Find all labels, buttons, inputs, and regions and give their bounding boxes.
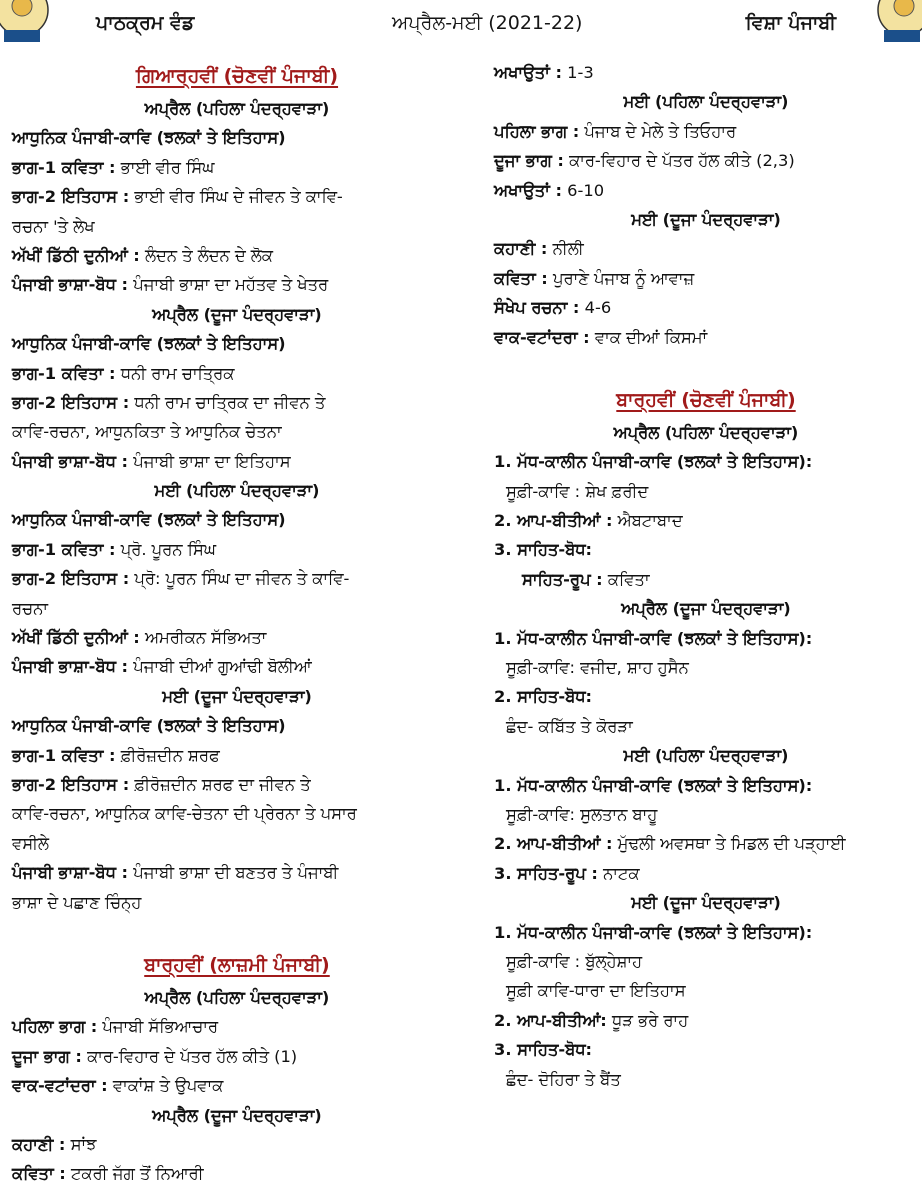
topic-label: ਭਾਗ-1 ਕਵਿਤਾ : [12, 157, 116, 177]
topic-label: ਭਾਗ-1 ਕਵਿਤਾ : [12, 363, 116, 383]
topic-text: 4-6 [584, 298, 612, 318]
topic-text: ਅਮਰੀਕਨ ਸੱਭਿਅਤਾ [144, 628, 267, 648]
topic-label: ਪੰਜਾਬੀ ਭਾਸ਼ਾ-ਬੋਧ : [12, 275, 129, 295]
topic-line [494, 58, 918, 87]
period-heading: ਮਈ (ਦੂਜਾ ਪੰਦਰ੍ਹਵਾੜਾ) [631, 209, 781, 229]
topic-subline: ਸੂਫ਼ੀ ਕਾਵਿ-ਧਾਰਾ ਦਾ ਇਤਿਹਾਸ [506, 981, 686, 1001]
topic-line [12, 241, 462, 270]
topic-text: ਭਾਈ ਵੀਰ ਸਿੰਘ [120, 157, 215, 177]
topic-label: ਭਾਗ-2 ਇਤਿਹਾਸ : [12, 392, 130, 412]
topic-text: ਟਕਰੀ ਜੱਗ ਤੋਂ ਨਿਆਰੀ [70, 1164, 204, 1184]
topic-text: ਨਾਟਕ [603, 863, 640, 883]
topic-line: 3. ਸਾਹਿਤ-ਬੋਧ: [494, 1040, 593, 1060]
topic-line: 1. ਮੱਧ-ਕਾਲੀਨ ਪੰਜਾਬੀ-ਕਾਵਿ (ਝਲਕਾਂ ਤੇ ਇਤਿਹਾਸ): [494, 775, 813, 795]
topic-continuation: ਭਾਸ਼ਾ ਦੇ ਪਛਾਣ ਚਿੰਨ੍ਹ [12, 892, 142, 912]
topic-subline [494, 565, 918, 594]
period-heading: ਅਪ੍ਰੈਲ (ਪਹਿਲਾ ਪੰਦਰ੍ਹਵਾੜਾ) [144, 99, 330, 118]
topic-line [494, 234, 918, 263]
topic-label: 3. ਸਾਹਿਤ-ਰੂਪ : [494, 863, 598, 883]
topic-text: ਧਨੀ ਰਾਮ ਚਾਤ੍ਰਿਕ [120, 363, 235, 383]
topic-label: ਭਾਗ-1 ਕਵਿਤਾ : [12, 539, 116, 559]
topic-text: ਪੰਜਾਬੀ ਭਾਸ਼ਾ ਦੀ ਬਣਤਰ ਤੇ ਪੰਜਾਬੀ [133, 863, 339, 883]
topic-line [494, 176, 918, 205]
topic-text: ਸਾਂਝ [70, 1134, 97, 1154]
topic-text: ਐਬਟਾਬਾਦ [617, 511, 683, 531]
topic-label: ਅੱਖੀਂ ਡਿੱਠੀ ਦੁਨੀਆਂ : [12, 245, 140, 265]
topic-label: ਅਖਾਉਤਾਂ : [494, 63, 562, 82]
topic-text: ਵਾਕਾਂਸ਼ ਤੇ ਉਪਵਾਕ [112, 1076, 224, 1096]
topic-subline: ਸੂਫ਼ੀ-ਕਾਵਿ : ਬੁੱਲ੍ਹੇਸ਼ਾਹ [506, 951, 642, 971]
topic-line [12, 1159, 462, 1188]
topic-line [12, 359, 462, 388]
period-heading: ਅਪ੍ਰੈਲ (ਪਹਿਲਾ ਪੰਦਰ੍ਹਵਾੜਾ) [144, 987, 330, 1007]
topic-text: ਫ਼ੀਰੋਜ਼ਦੀਨ ਸ਼ਰਫ ਦਾ ਜੀਵਨ ਤੇ [134, 774, 311, 794]
topic-line [12, 270, 462, 299]
header-syllabus-label: ਪਾਠਕ੍ਰਮ ਵੰਡ [96, 12, 195, 34]
topic-label: ਪਹਿਲਾ ਭਾਗ : [494, 121, 580, 141]
topic-line: 1. ਮੱਧ-ਕਾਲੀਨ ਪੰਜਾਬੀ-ਕਾਵਿ (ਝਲਕਾਂ ਤੇ ਇਤਿਹਾਸ): [494, 452, 813, 472]
topic-continuation: ਰਚਨਾ [12, 598, 48, 618]
topic-label: 2. ਆਪ-ਬੀਤੀਆਂ : [494, 511, 613, 531]
topic-line: 3. ਸਾਹਿਤ-ਬੋਧ: [494, 540, 593, 560]
period-heading: ਮਈ (ਪਹਿਲਾ ਪੰਦਰ੍ਹਵਾੜਾ) [154, 481, 320, 501]
topic-line [12, 623, 462, 652]
topic-text: ਪੁਰਾਣੇ ਪੰਜਾਬ ਨੂੰ ਆਵਾਜ਼ [552, 268, 695, 288]
topic-text: ਧੂੜ ਭਰੇ ਰਾਹ [612, 1010, 689, 1030]
section-title-11-elective: ਗਿਆਰ੍ਹਵੀਂ (ਚੋਣਵੀਂ ਪੰਜਾਬੀ) [135, 65, 339, 87]
topic-text: ਪੰਜਾਬ ਦੇ ਮੇਲੇ ਤੇ ਤਿਓਹਾਰ [584, 121, 737, 141]
topic-label: ਕਵਿਤਾ : [12, 1164, 66, 1184]
topic-label: ਭਾਗ-2 ਇਤਿਹਾਸ : [12, 569, 130, 589]
topic-line [494, 264, 918, 293]
topic-line: ਆਧੁਨਿਕ ਪੰਜਾਬੀ-ਕਾਵਿ (ਝਲਕਾਂ ਤੇ ਇਤਿਹਾਸ) [12, 716, 286, 736]
topic-label: ਅੱਖੀਂ ਡਿੱਠੀ ਦੁਨੀਆਂ : [12, 628, 140, 648]
topic-subline: ਛੰਦ- ਕਬਿੱਤ ਤੇ ਕੋਰੜਾ [506, 716, 633, 736]
period-heading: ਅਪ੍ਰੈਲ (ਦੂਜਾ ਪੰਦਰ੍ਹਵਾੜਾ) [621, 599, 791, 619]
topic-line [494, 293, 918, 322]
topic-subline: ਸੂਫ਼ੀ-ਕਾਵਿ: ਵਜੀਦ, ਸ਼ਾਹ ਹੁਸੈਨ [506, 658, 689, 678]
topic-text: ਪ੍ਰੋ: ਪੂਰਨ ਸਿੰਘ ਦਾ ਜੀਵਨ ਤੇ ਕਾਵਿ- [134, 569, 350, 589]
topic-subline: ਸੂਫ਼ੀ-ਕਾਵਿ : ਸ਼ੇਖ ਫ਼ਰੀਦ [506, 481, 649, 501]
left-column [12, 58, 462, 1189]
topic-line [12, 447, 462, 476]
header-period: ਅਪ੍ਰੈਲ-ਮਈ (2021-22) [392, 12, 583, 34]
topic-line [494, 506, 918, 535]
topic-text: ਕਾਰ-ਵਿਹਾਰ ਦੇ ਪੱਤਰ ਹੱਲ ਕੀਤੇ (1) [87, 1046, 298, 1066]
topic-line [12, 535, 462, 564]
right-column [494, 58, 918, 1094]
topic-label: ਸੰਖੇਪ ਰਚਨਾ : [494, 298, 580, 318]
topic-line [494, 829, 918, 858]
section-gap [12, 917, 462, 947]
topic-label: ਭਾਗ-1 ਕਵਿਤਾ : [12, 745, 116, 765]
page-header [96, 12, 836, 40]
topic-text: ਕਾਰ-ਵਿਹਾਰ ਦੇ ਪੱਤਰ ਹੱਲ ਕੀਤੇ (2,3) [569, 151, 795, 171]
department-logo-right [864, 0, 922, 48]
topic-line [12, 1012, 462, 1041]
topic-line [494, 859, 918, 888]
topic-line: ਆਧੁਨਿਕ ਪੰਜਾਬੀ-ਕਾਵਿ (ਝਲਕਾਂ ਤੇ ਇਤਿਹਾਸ) [12, 510, 286, 530]
section-title-12-compulsory: ਬਾਰ੍ਹਵੀਂ (ਲਾਜ਼ਮੀ ਪੰਜਾਬੀ) [144, 953, 330, 976]
topic-label: ਕਹਾਣੀ : [12, 1134, 66, 1154]
topic-line: 1. ਮੱਧ-ਕਾਲੀਨ ਪੰਜਾਬੀ-ਕਾਵਿ (ਝਲਕਾਂ ਤੇ ਇਤਿਹਾਸ): [494, 922, 813, 942]
topic-line [12, 1071, 462, 1100]
topic-label: 2. ਆਪ-ਬੀਤੀਆਂ: [494, 1010, 607, 1030]
period-heading: ਅਪ੍ਰੈਲ (ਪਹਿਲਾ ਪੰਦਰ੍ਹਵਾੜਾ) [613, 422, 799, 442]
topic-line: ਆਧੁਨਿਕ ਪੰਜਾਬੀ-ਕਾਵਿ (ਝਲਕਾਂ ਤੇ ਇਤਿਹਾਸ) [12, 334, 286, 354]
topic-label: ਭਾਗ-2 ਇਤਿਹਾਸ : [12, 774, 130, 794]
topic-label: ਵਾਕ-ਵਟਾਂਦਰਾ : [12, 1076, 108, 1096]
topic-text: ਪੰਜਾਬੀ ਭਾਸ਼ਾ ਦਾ ਇਤਿਹਾਸ [133, 451, 291, 471]
topic-line [12, 770, 462, 799]
topic-continuation: ਵਸੀਲੇ [12, 833, 49, 853]
topic-line: 1. ਮੱਧ-ਕਾਲੀਨ ਪੰਜਾਬੀ-ਕਾਵਿ (ਝਲਕਾਂ ਤੇ ਇਤਿਹਾਸ): [494, 628, 813, 648]
topic-label: ਪੰਜਾਬੀ ਭਾਸ਼ਾ-ਬੋਧ : [12, 451, 129, 471]
topic-line [12, 741, 462, 770]
period-heading: ਮਈ (ਦੂਜਾ ਪੰਦਰ੍ਹਵਾੜਾ) [631, 893, 781, 913]
topic-line [12, 858, 462, 887]
topic-text: ਨੀਲੀ [552, 239, 584, 259]
topic-line: 2. ਸਾਹਿਤ-ਬੋਧ: [494, 687, 593, 707]
topic-text: ਪੰਜਾਬੀ ਭਾਸ਼ਾ ਦਾ ਮਹੱਤਵ ਤੇ ਖੇਤਰ [133, 275, 329, 295]
topic-line [12, 564, 462, 593]
topic-text: ਭਾਈ ਵੀਰ ਸਿੰਘ ਦੇ ਜੀਵਨ ਤੇ ਕਾਵਿ- [134, 187, 343, 207]
topic-label: ਅਖਾਉਤਾਂ : [494, 180, 562, 200]
section-gap [494, 352, 918, 382]
topic-line [12, 153, 462, 182]
topic-line [12, 388, 462, 417]
topic-label: ਪੰਜਾਬੀ ਭਾਸ਼ਾ-ਬੋਧ : [12, 863, 129, 883]
topic-label: ਸਾਹਿਤ-ਰੂਪ : [522, 569, 603, 589]
topic-text: ਪ੍ਰੋ. ਪੂਰਨ ਸਿੰਘ [120, 539, 216, 559]
topic-label: ਕਵਿਤਾ : [494, 268, 548, 288]
period-heading: ਮਈ (ਪਹਿਲਾ ਪੰਦਰ੍ਹਵਾੜਾ) [623, 92, 789, 112]
topic-text: ਫ਼ੀਰੋਜ਼ਦੀਨ ਸ਼ਰਫ [120, 745, 220, 765]
topic-text: ਮੁੱਢਲੀ ਅਵਸਥਾ ਤੇ ਮਿਡਲ ਦੀ ਪੜ੍ਹਾਈ [617, 834, 846, 854]
topic-label: ਵਾਕ-ਵਟਾਂਦਰਾ : [494, 327, 590, 347]
period-heading: ਅਪ੍ਰੈਲ (ਦੂਜਾ ਪੰਦਰ੍ਹਵਾੜਾ) [152, 1105, 322, 1125]
topic-text: ਲੰਦਨ ਤੇ ਲੰਦਨ ਦੇ ਲੋਕ [144, 245, 273, 265]
topic-label: ਪਹਿਲਾ ਭਾਗ : [12, 1017, 98, 1037]
topic-line [494, 323, 918, 352]
topic-text: ਪੰਜਾਬੀ ਸੱਭਿਆਚਾਰ [102, 1017, 218, 1037]
topic-continuation: ਰਚਨਾ 'ਤੇ ਲੇਖ [12, 216, 95, 236]
header-subject: ਵਿਸ਼ਾ ਪੰਜਾਬੀ [745, 12, 836, 34]
topic-line [494, 1006, 918, 1035]
topic-line [12, 182, 462, 211]
topic-subline: ਸੂਫ਼ੀ-ਕਾਵਿ: ਸੁਲਤਾਨ ਬਾਹੂ [506, 804, 658, 824]
topic-subline: ਛੰਦ- ਦੋਹਿਰਾ ਤੇ ਬੈਂਤ [506, 1069, 621, 1089]
topic-text: ਪੰਜਾਬੀ ਦੀਆਂ ਗੁਆਂਢੀ ਬੋਲੀਆਂ [133, 657, 312, 677]
topic-label: ਦੂਜਾ ਭਾਗ : [12, 1046, 82, 1066]
section-title-12-elective: ਬਾਰ੍ਹਵੀਂ (ਚੋਣਵੀਂ ਪੰਜਾਬੀ) [616, 388, 796, 411]
topic-text: 6-10 [567, 180, 605, 200]
topic-text: ਧਨੀ ਰਾਮ ਚਾਤ੍ਰਿਕ ਦਾ ਜੀਵਨ ਤੇ [134, 392, 326, 412]
topic-continuation: ਕਾਵਿ-ਰਚਨਾ, ਆਧੁਨਿਕ ਕਾਵਿ-ਚੇਤਨਾ ਦੀ ਪ੍ਰੇਰਨਾ ਤੇ ਪਸਾਰ [12, 804, 357, 824]
topic-line: ਆਧੁਨਿਕ ਪੰਜਾਬੀ-ਕਾਵਿ (ਝਲਕਾਂ ਤੇ ਇਤਿਹਾਸ) [12, 128, 286, 148]
period-heading: ਮਈ (ਦੂਜਾ ਪੰਦਰ੍ਹਵਾੜਾ) [162, 686, 312, 706]
topic-label: ਦੂਜਾ ਭਾਗ : [494, 151, 564, 171]
period-heading: ਮਈ (ਪਹਿਲਾ ਪੰਦਰ੍ਹਵਾੜਾ) [623, 746, 789, 766]
topic-line [494, 117, 918, 146]
topic-text: ਕਵਿਤਾ [607, 569, 650, 589]
topic-label: ਪੰਜਾਬੀ ਭਾਸ਼ਾ-ਬੋਧ : [12, 657, 129, 677]
topic-line [12, 652, 462, 681]
topic-label: ਕਹਾਣੀ : [494, 239, 548, 259]
period-heading: ਅਪ੍ਰੈਲ (ਦੂਜਾ ਪੰਦਰ੍ਹਵਾੜਾ) [152, 304, 322, 324]
topic-line [12, 1130, 462, 1159]
topic-text: ਵਾਕ ਦੀਆਂ ਕਿਸਮਾਂ [594, 327, 708, 347]
topic-continuation: ਕਾਵਿ-ਰਚਨਾ, ਆਧੁਨਕਿਤਾ ਤੇ ਆਧੁਨਿਕ ਚੇਤਨਾ [12, 422, 282, 442]
topic-label: 2. ਆਪ-ਬੀਤੀਆਂ : [494, 834, 613, 854]
topic-label: ਭਾਗ-2 ਇਤਿਹਾਸ : [12, 187, 130, 207]
topic-line [12, 1042, 462, 1071]
department-logo-left [0, 0, 58, 48]
topic-line [494, 146, 918, 175]
topic-text: 1-3 [567, 63, 594, 82]
